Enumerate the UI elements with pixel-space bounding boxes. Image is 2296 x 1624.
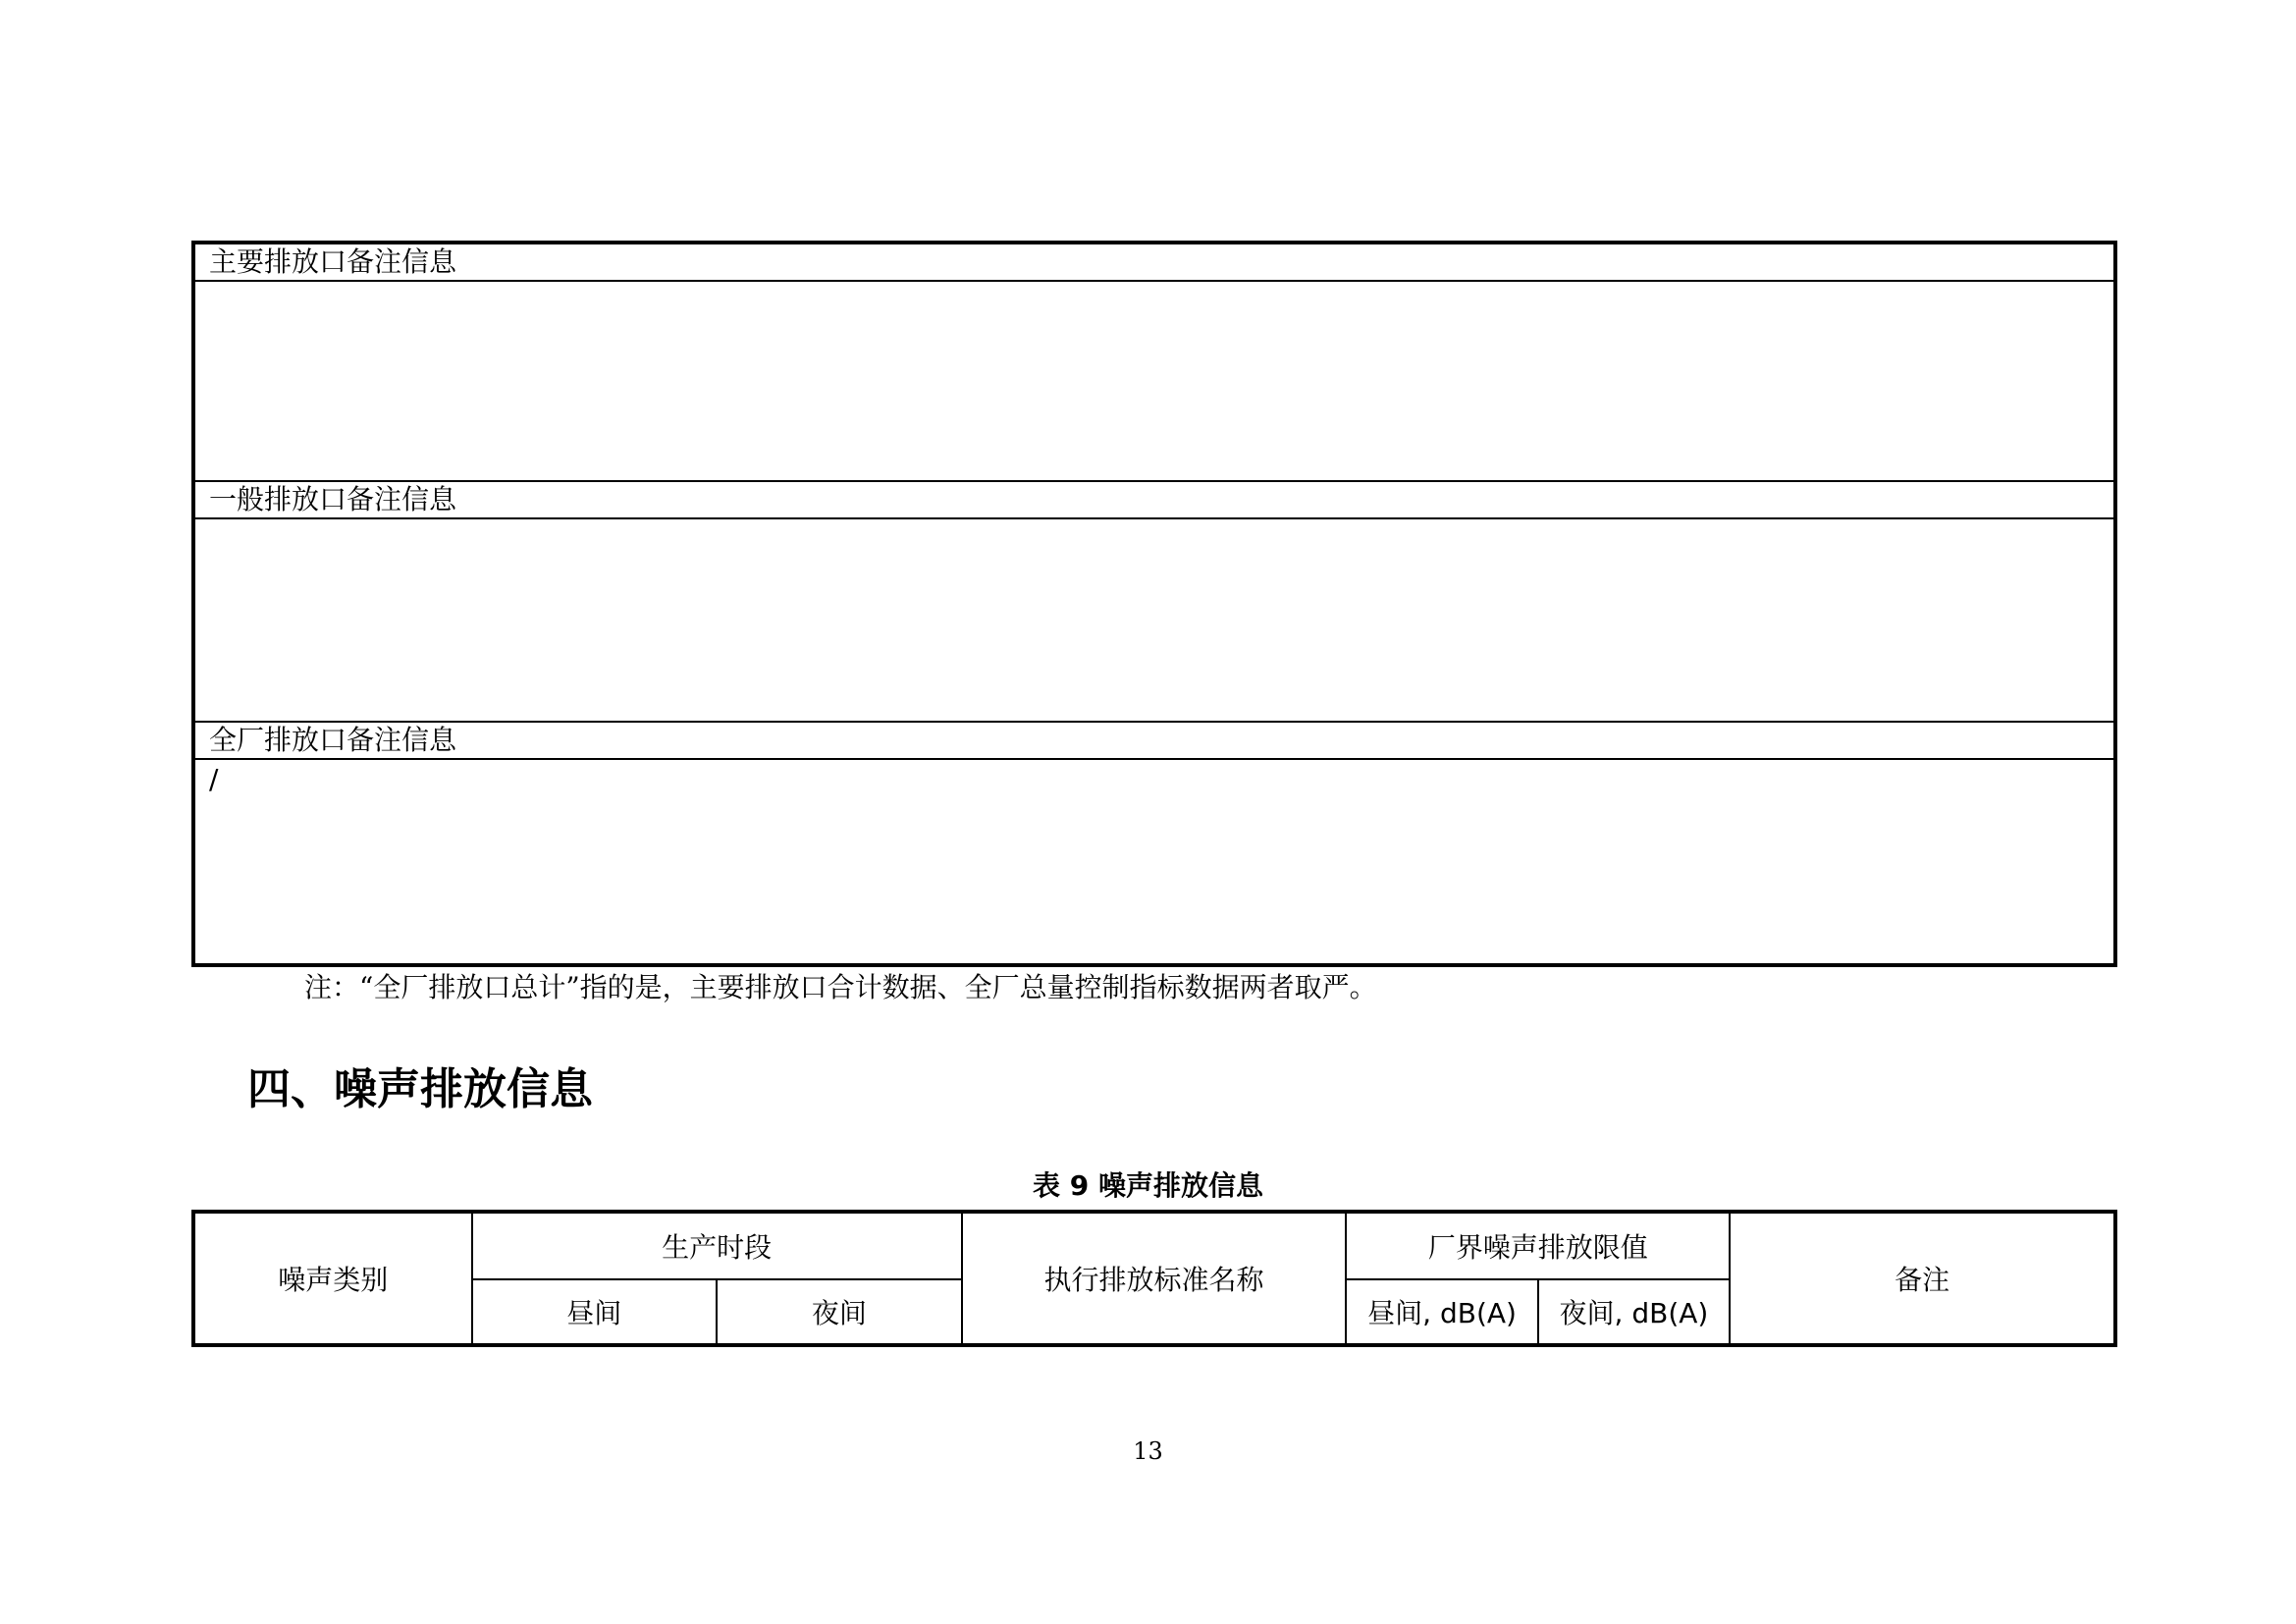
header-production-day: 昼间 <box>472 1279 718 1345</box>
page-number: 13 <box>1133 1437 1163 1465</box>
noise-emission-table <box>191 1210 2117 1347</box>
header-standard-name: 执行排放标准名称 <box>962 1212 1347 1345</box>
header-noise-type: 噪声类别 <box>193 1212 472 1345</box>
section-heading: 四、噪声排放信息 <box>247 1064 593 1114</box>
outlet-remarks-table <box>191 241 2117 967</box>
header-limit-day-db: 昼间, dB(A) <box>1346 1279 1537 1345</box>
plant-outlet-remarks-header: 全厂排放口备注信息 <box>195 723 2113 760</box>
header-boundary-noise-limit: 厂界噪声排放限值 <box>1346 1212 1730 1279</box>
general-outlet-remarks-body <box>195 519 2113 720</box>
general-outlet-remarks-header: 一般排放口备注信息 <box>195 482 2113 519</box>
main-outlet-remarks-body <box>195 282 2113 482</box>
header-remarks: 备注 <box>1730 1212 2115 1345</box>
header-production-period: 生产时段 <box>472 1212 962 1279</box>
table-caption: 表 9 噪声排放信息 <box>1033 1169 1263 1202</box>
table-footnote: 注：“全厂排放口总计”指的是，主要排放口合计数据、全厂总量控制指标数据两者取严。 <box>304 971 1377 1003</box>
header-production-night: 夜间 <box>717 1279 962 1345</box>
plant-outlet-remarks-body: / <box>209 763 219 795</box>
header-limit-night-db: 夜间, dB(A) <box>1538 1279 1730 1345</box>
main-outlet-remarks-header: 主要排放口备注信息 <box>195 244 2113 282</box>
